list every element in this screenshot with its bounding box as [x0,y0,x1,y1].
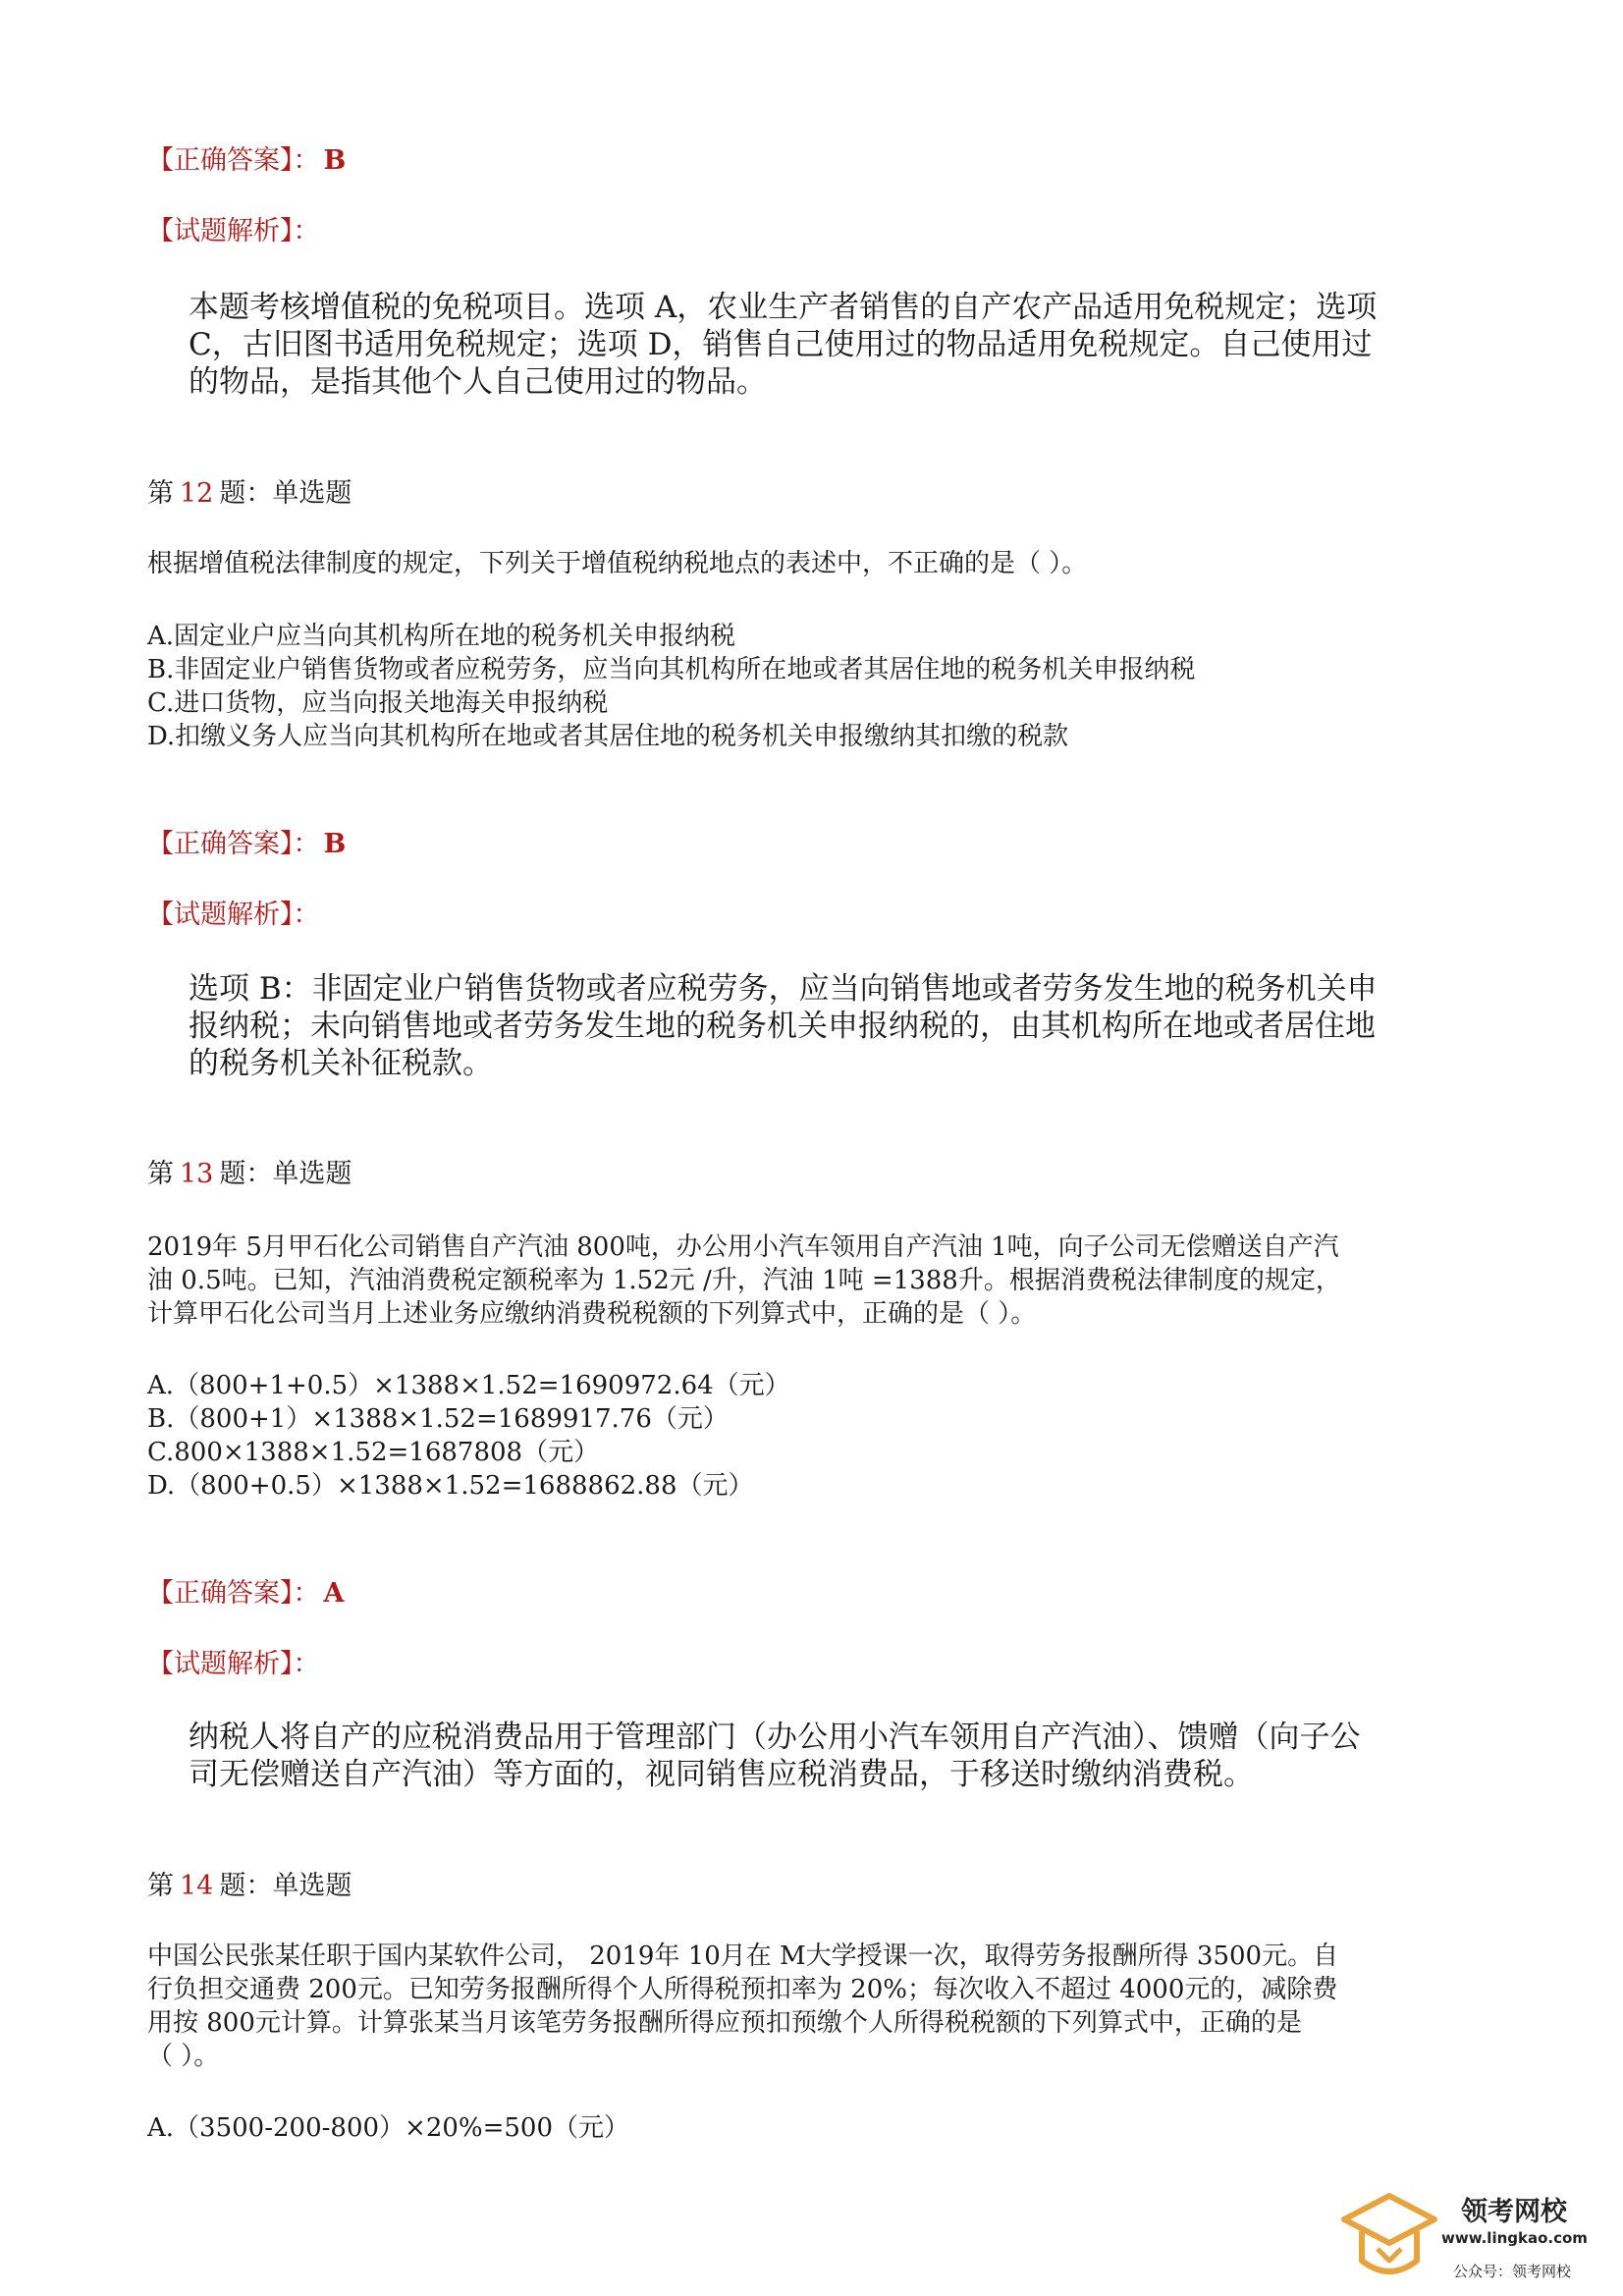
analysis-line: 司无偿赠送自产汽油）等方面的，视同销售应税消费品，于移送时缴纳消费税。 [189,1757,1254,1792]
analysis-text [189,289,1475,401]
answer-line [147,143,1473,179]
option-b: B.非固定业户销售货物或者应税劳务，应当向其机构所在地或者其居住地的税务机关申报纳税 [147,655,1196,684]
question-number: 14 [180,1871,214,1901]
stem-line: （ ）。 [147,2042,220,2071]
analysis-line: 选项 B：非固定业户销售货物或者应税劳务，应当向销售地或者劳务发生地的税务机关申 [189,971,1378,1007]
question-stem [147,1230,1473,1331]
question-stem [147,547,1473,580]
analysis-line: 报纳税；未向销售地或者劳务发生地的税务机关申报纳税的，由其机构所在地或者居住地 [189,1009,1376,1044]
analysis-line: 的税务机关补征税款。 [189,1046,493,1081]
answer-label: 【正确答案】： [147,829,320,859]
analysis-label: 【试题解析】： [147,1649,320,1679]
question-prefix: 第 [147,478,174,509]
stem-line: 计算甲石化公司当月上述业务应缴纳消费税税额的下列算式中，正确的是（ ）。 [147,1299,1037,1329]
question-header [147,1870,1473,1903]
option-a: A.（3500-200-800）×20%=500（元） [147,2113,630,2143]
lingkao-logo [1335,2180,1610,2288]
answer-line [147,1576,1473,1612]
analysis-line: C，古旧图书适用免税规定；选项 D，销售自己使用过的物品适用免税规定。自己使用过 [189,327,1373,362]
question-prefix: 第 [147,1871,174,1901]
logo-public-account: 公众号：领考网校 [1453,2263,1572,2280]
logo-url: www.lingkao.com [1441,2229,1588,2247]
analysis-label: 【试题解析】： [147,216,320,246]
logo-name: 领考网校 [1461,2197,1567,2227]
stem-line: 用按 800元计算。计算张某当月该笔劳务报酬所得应预扣预缴个人所得税税额的下列算式中，正确的是 [147,2008,1302,2038]
option-a: A.（800+1+0.5）×1388×1.52=1690972.64（元） [147,1371,790,1400]
answer-value: B [323,829,347,859]
option-d: D.扣缴义务人应当向其机构所在地或者其居住地的税务机关申报缴纳其扣缴的税款 [147,722,1069,751]
question-header [147,1158,1473,1191]
analysis-text [189,1719,1475,1793]
question-stem [147,1940,1473,2073]
option-b: B.（800+1）×1388×1.52=1689917.76（元） [147,1404,729,1434]
option-a: A.固定业户应当向其机构所在地的税务机关申报纳税 [147,622,736,651]
question-number: 12 [180,478,214,509]
answer-label: 【正确答案】： [147,145,320,176]
analysis-line: 纳税人将自产的应税消费品用于管理部门（办公用小汽车领用自产汽油）、馈赠（向子公 [189,1720,1361,1755]
option-c: C.800×1388×1.52=1687808（元） [147,1438,600,1467]
question-type: 题：单选题 [219,1871,352,1901]
stem-line: 油 0.5吨。已知，汽油消费税定额税率为 1.52元 /升，汽油 1吨 =1388升。根据消费税法律制度的规定， [147,1266,1341,1295]
analysis-label: 【试题解析】： [147,900,320,930]
question-prefix: 第 [147,1159,174,1189]
analysis-text [189,970,1475,1082]
stem-line: 行负担交通费 200元。已知劳务报酬所得个人所得税预扣率为 20%；每次收入不超过 4000元的，减除费 [147,1975,1338,2004]
question-type: 题：单选题 [219,1159,352,1189]
stem-line: 2019年 5月甲石化公司销售自产汽油 800吨，办公用小汽车领用自产汽油 1吨，向子公司无偿赠送自产汽 [147,1232,1339,1262]
stem-line: 中国公民张某任职于国内某软件公司， 2019年 10月在 M大学授课一次，取得劳务报酬所得 3500元。自 [147,1941,1339,1971]
question-type: 题：单选题 [219,478,352,509]
option-c: C.进口货物，应当向报关地海关申报纳税 [147,688,609,718]
question-number: 13 [180,1159,214,1189]
stem-line: 根据增值税法律制度的规定，下列关于增值税纳税地点的表述中，不正确的是（ ）。 [147,549,1088,578]
graduation-cap-icon [1340,2192,1438,2285]
analysis-line: 本题考核增值税的免税项目。选项 A，农业生产者销售的自产农产品适用免税规定；选项 [189,290,1378,325]
option-d: D.（800+0.5）×1388×1.52=1688862.88（元） [147,1471,754,1501]
answer-value: B [323,145,347,176]
answer-value: A [323,1578,345,1609]
analysis-line: 的物品，是指其他个人自己使用过的物品。 [189,364,767,400]
answer-label: 【正确答案】： [147,1578,320,1609]
answer-line [147,827,1473,862]
question-header [147,477,1473,511]
